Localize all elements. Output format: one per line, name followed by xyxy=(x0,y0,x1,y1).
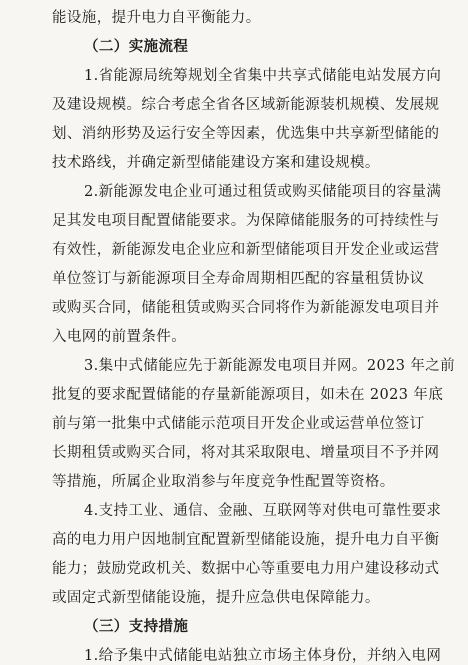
text-line: 有效性，新能源发电企业应和新型储能项目开发企业或运营 xyxy=(52,242,440,258)
text-line: 技术路线，并确定新型储能建设方案和建设规模。 xyxy=(52,155,380,171)
text-line: 能力；鼓励党政机关、数据中心等重要电力用户建设移动式 xyxy=(52,561,440,577)
text-line: 2.新能源发电企业可通过租赁或购买储能项目的容量满 xyxy=(84,184,442,200)
text-line: 或固定式新型储能设施，提升应急供电保障能力。 xyxy=(52,590,380,606)
text-line: 1.给予集中式储能电站独立市场主体身份，并纳入电网 xyxy=(84,648,442,664)
text-line: 批复的要求配置储能的存量新能源项目，如未在 2023 年底 xyxy=(52,387,444,403)
text-line: 等措施，所属企业取消参与年度竞争性配置等资格。 xyxy=(52,474,395,490)
text-line: 划、消纳形势及运行安全等因素，优选集中共享新型储能的 xyxy=(52,126,440,142)
text-line: 4.支持工业、通信、金融、互联网等对供电可靠性要求 xyxy=(84,503,442,519)
text-line: 高的电力用户因地制宜配置新型储能设施，提升电力自平衡 xyxy=(52,532,440,548)
text-line: 前与第一批集中式储能示范项目开发企业或运营单位签订 xyxy=(52,416,425,432)
text-line: 能设施，提升电力自平衡能力。 xyxy=(52,10,261,26)
section-heading: （三）支持措施 xyxy=(84,619,189,635)
text-line: 及建设规模。综合考虑全省各区域新能源装机规模、发展规 xyxy=(52,97,440,113)
text-line: 或购买合同，储能租赁或购买合同将作为新能源发电项目并 xyxy=(52,300,440,316)
text-line: 3.集中式储能应先于新能源发电项目并网。2023 年之前 xyxy=(84,358,456,374)
section-heading: （二）实施流程 xyxy=(84,39,189,55)
text-line: 长期租赁或购买合同，将对其采取限电、增量项目不予并网 xyxy=(52,445,440,461)
text-line: 1.省能源局统筹规划全省集中共享式储能电站发展方向 xyxy=(84,68,442,84)
text-line: 入电网的前置条件。 xyxy=(52,329,187,345)
text-line: 足其发电项目配置储能要求。为保障储能服务的可持续性与 xyxy=(52,213,440,229)
text-line: 单位签订与新能源项目全寿命周期相匹配的容量租赁协议 xyxy=(52,271,425,287)
